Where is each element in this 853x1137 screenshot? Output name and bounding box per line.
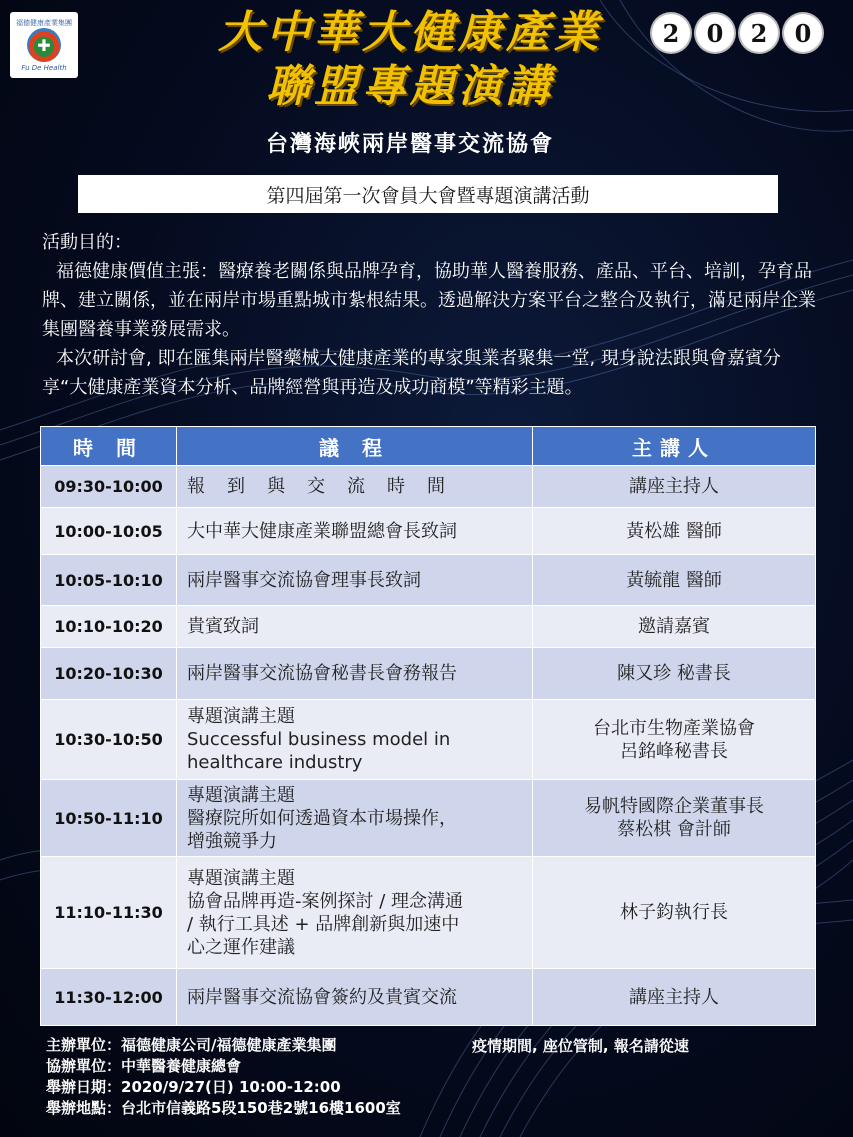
purpose-heading: 活動目的： [42, 232, 132, 253]
agenda-line: 兩岸醫事交流協會理事長致詞 [187, 569, 421, 591]
agenda-line: 大中華大健康產業聯盟總會長致詞 [187, 520, 457, 542]
agenda-line: 報到與交流時間 [187, 476, 467, 497]
event-banner: 第四屆第一次會員大會暨專題演講活動 [78, 175, 778, 213]
co-organizer: 協辦單位：中華醫養健康總會 [46, 1057, 242, 1075]
row-agenda [177, 700, 533, 780]
row-agenda [177, 969, 533, 1026]
agenda-line: Successful business model in [187, 729, 451, 750]
row-time: 10:00-10:05 [41, 508, 177, 555]
table-header-row [41, 427, 816, 466]
table-row [41, 466, 816, 508]
title-line-2: 聯盟專題演講 [266, 61, 554, 112]
row-speaker [533, 606, 816, 648]
table-row [41, 648, 816, 700]
agenda-line: 專題演講主題 [187, 706, 295, 727]
row-agenda [177, 508, 533, 555]
logo-text: Fu De Health [21, 64, 67, 72]
page-title [190, 6, 630, 114]
agenda-line: healthcare industry [187, 752, 363, 773]
agenda-line: 增強競爭力 [187, 830, 277, 852]
speaker-line: 講座主持人 [629, 476, 719, 497]
speaker-line: 林子鈞執行長 [620, 902, 728, 923]
row-speaker [533, 508, 816, 555]
speaker-line: 蔡松棋 會計師 [617, 819, 731, 840]
agenda-line: 心之運作建議 [187, 936, 295, 958]
speaker-line: 呂銘峰秘書長 [620, 740, 728, 762]
agenda-line: 醫療院所如何透過資本市場操作， [187, 807, 457, 829]
row-agenda [177, 606, 533, 648]
row-time: 10:10-10:20 [41, 606, 177, 648]
row-time: 10:05-10:10 [41, 555, 177, 606]
year-digit: 0 [696, 14, 734, 52]
company-logo [10, 12, 78, 78]
row-speaker [533, 969, 816, 1026]
agenda-line: 兩岸醫事交流協會簽約及貴賓交流 [187, 986, 457, 1008]
row-speaker [533, 648, 816, 700]
table-row [41, 606, 816, 648]
speaker-line: 易帆特國際企業董事長 [584, 796, 764, 817]
row-speaker [533, 466, 816, 508]
table-row [41, 700, 816, 780]
row-time: 11:30-12:00 [41, 969, 177, 1026]
row-agenda [177, 555, 533, 606]
speaker-line: 台北市生物產業協會 [593, 717, 755, 739]
table-row [41, 508, 816, 555]
agenda-line: 兩岸醫事交流協會秘書長會務報告 [187, 663, 457, 684]
speaker-line: 黃毓龍 醫師 [626, 569, 722, 591]
year-digit: 0 [784, 14, 822, 52]
table-row [41, 857, 816, 969]
logo-top-text: 福德健康產業集團 [16, 19, 72, 27]
speaker-line: 陳又珍 秘書長 [617, 663, 731, 684]
row-speaker [533, 857, 816, 969]
year-digit: 2 [652, 14, 690, 52]
row-agenda [177, 780, 533, 857]
event-date: 舉辦日期：2020/9/27(日) 10:00-12:00 [46, 1078, 341, 1096]
year-digit: 2 [740, 14, 778, 52]
registration-notice: 疫情期間, 座位管制, 報名請從速 [472, 1037, 689, 1055]
agenda-line: 專題演講主題 [187, 867, 295, 889]
row-agenda [177, 466, 533, 508]
row-speaker [533, 780, 816, 857]
organization-name: 台灣海峽兩岸醫事交流協會 [265, 131, 554, 157]
row-time: 11:10-11:30 [41, 857, 177, 969]
row-speaker [533, 555, 816, 606]
header-speaker: 主講人 [533, 427, 816, 466]
row-agenda [177, 857, 533, 969]
footer-info [46, 1035, 401, 1119]
agenda-line: 專題演講主題 [187, 784, 295, 806]
purpose-paragraph-2: 本次研討會, 即在匯集兩岸醫藥械大健康產業的專家與業者聚集一堂, 現身說法跟與會嘉賓分享“大健康產業資本分析、品牌經營與再造及成功商模”等精彩主題。 [42, 348, 781, 398]
title-line-1: 大中華大健康產業 [218, 7, 602, 58]
speaker-line: 講座主持人 [629, 986, 719, 1008]
schedule-table [40, 426, 816, 1026]
speaker-line: 黃松雄 醫師 [626, 520, 722, 542]
header-agenda: 議 程 [177, 427, 533, 466]
table-row [41, 969, 816, 1026]
agenda-line: / 執行工具述 + 品牌創新與加速中 [187, 913, 460, 935]
row-time: 10:30-10:50 [41, 700, 177, 780]
agenda-line: 協會品牌再造-案例探討 / 理念溝通 [187, 890, 464, 912]
table-row [41, 780, 816, 857]
agenda-line: 貴賓致詞 [187, 616, 259, 637]
row-time: 10:50-11:10 [41, 780, 177, 857]
health-emblem-icon: ✚ [27, 28, 61, 62]
header-time: 時 間 [41, 427, 177, 466]
row-time: 10:20-10:30 [41, 648, 177, 700]
event-venue: 舉辦地點：台北市信義路5段150巷2號16樓1600室 [46, 1099, 401, 1117]
row-speaker [533, 700, 816, 780]
speaker-line: 邀請嘉賓 [638, 616, 710, 637]
purpose-paragraph-1: 福德健康價值主張：醫療養老關係與品牌孕育，協助華人醫養服務、產品、平台、培訓，孕育品牌、建立關係，並在兩岸市場重點城市紮根結果。透過解決方案平台之整合及執行，滿足兩岸企業集團醫養事業發展需求。 [42, 261, 816, 340]
row-time: 09:30-10:00 [41, 466, 177, 508]
row-agenda [177, 648, 533, 700]
purpose-section [42, 228, 822, 402]
year-badge [652, 14, 822, 52]
table-row [41, 555, 816, 606]
organizer: 主辦單位：福德健康公司/福德健康產業集團 [46, 1036, 337, 1054]
